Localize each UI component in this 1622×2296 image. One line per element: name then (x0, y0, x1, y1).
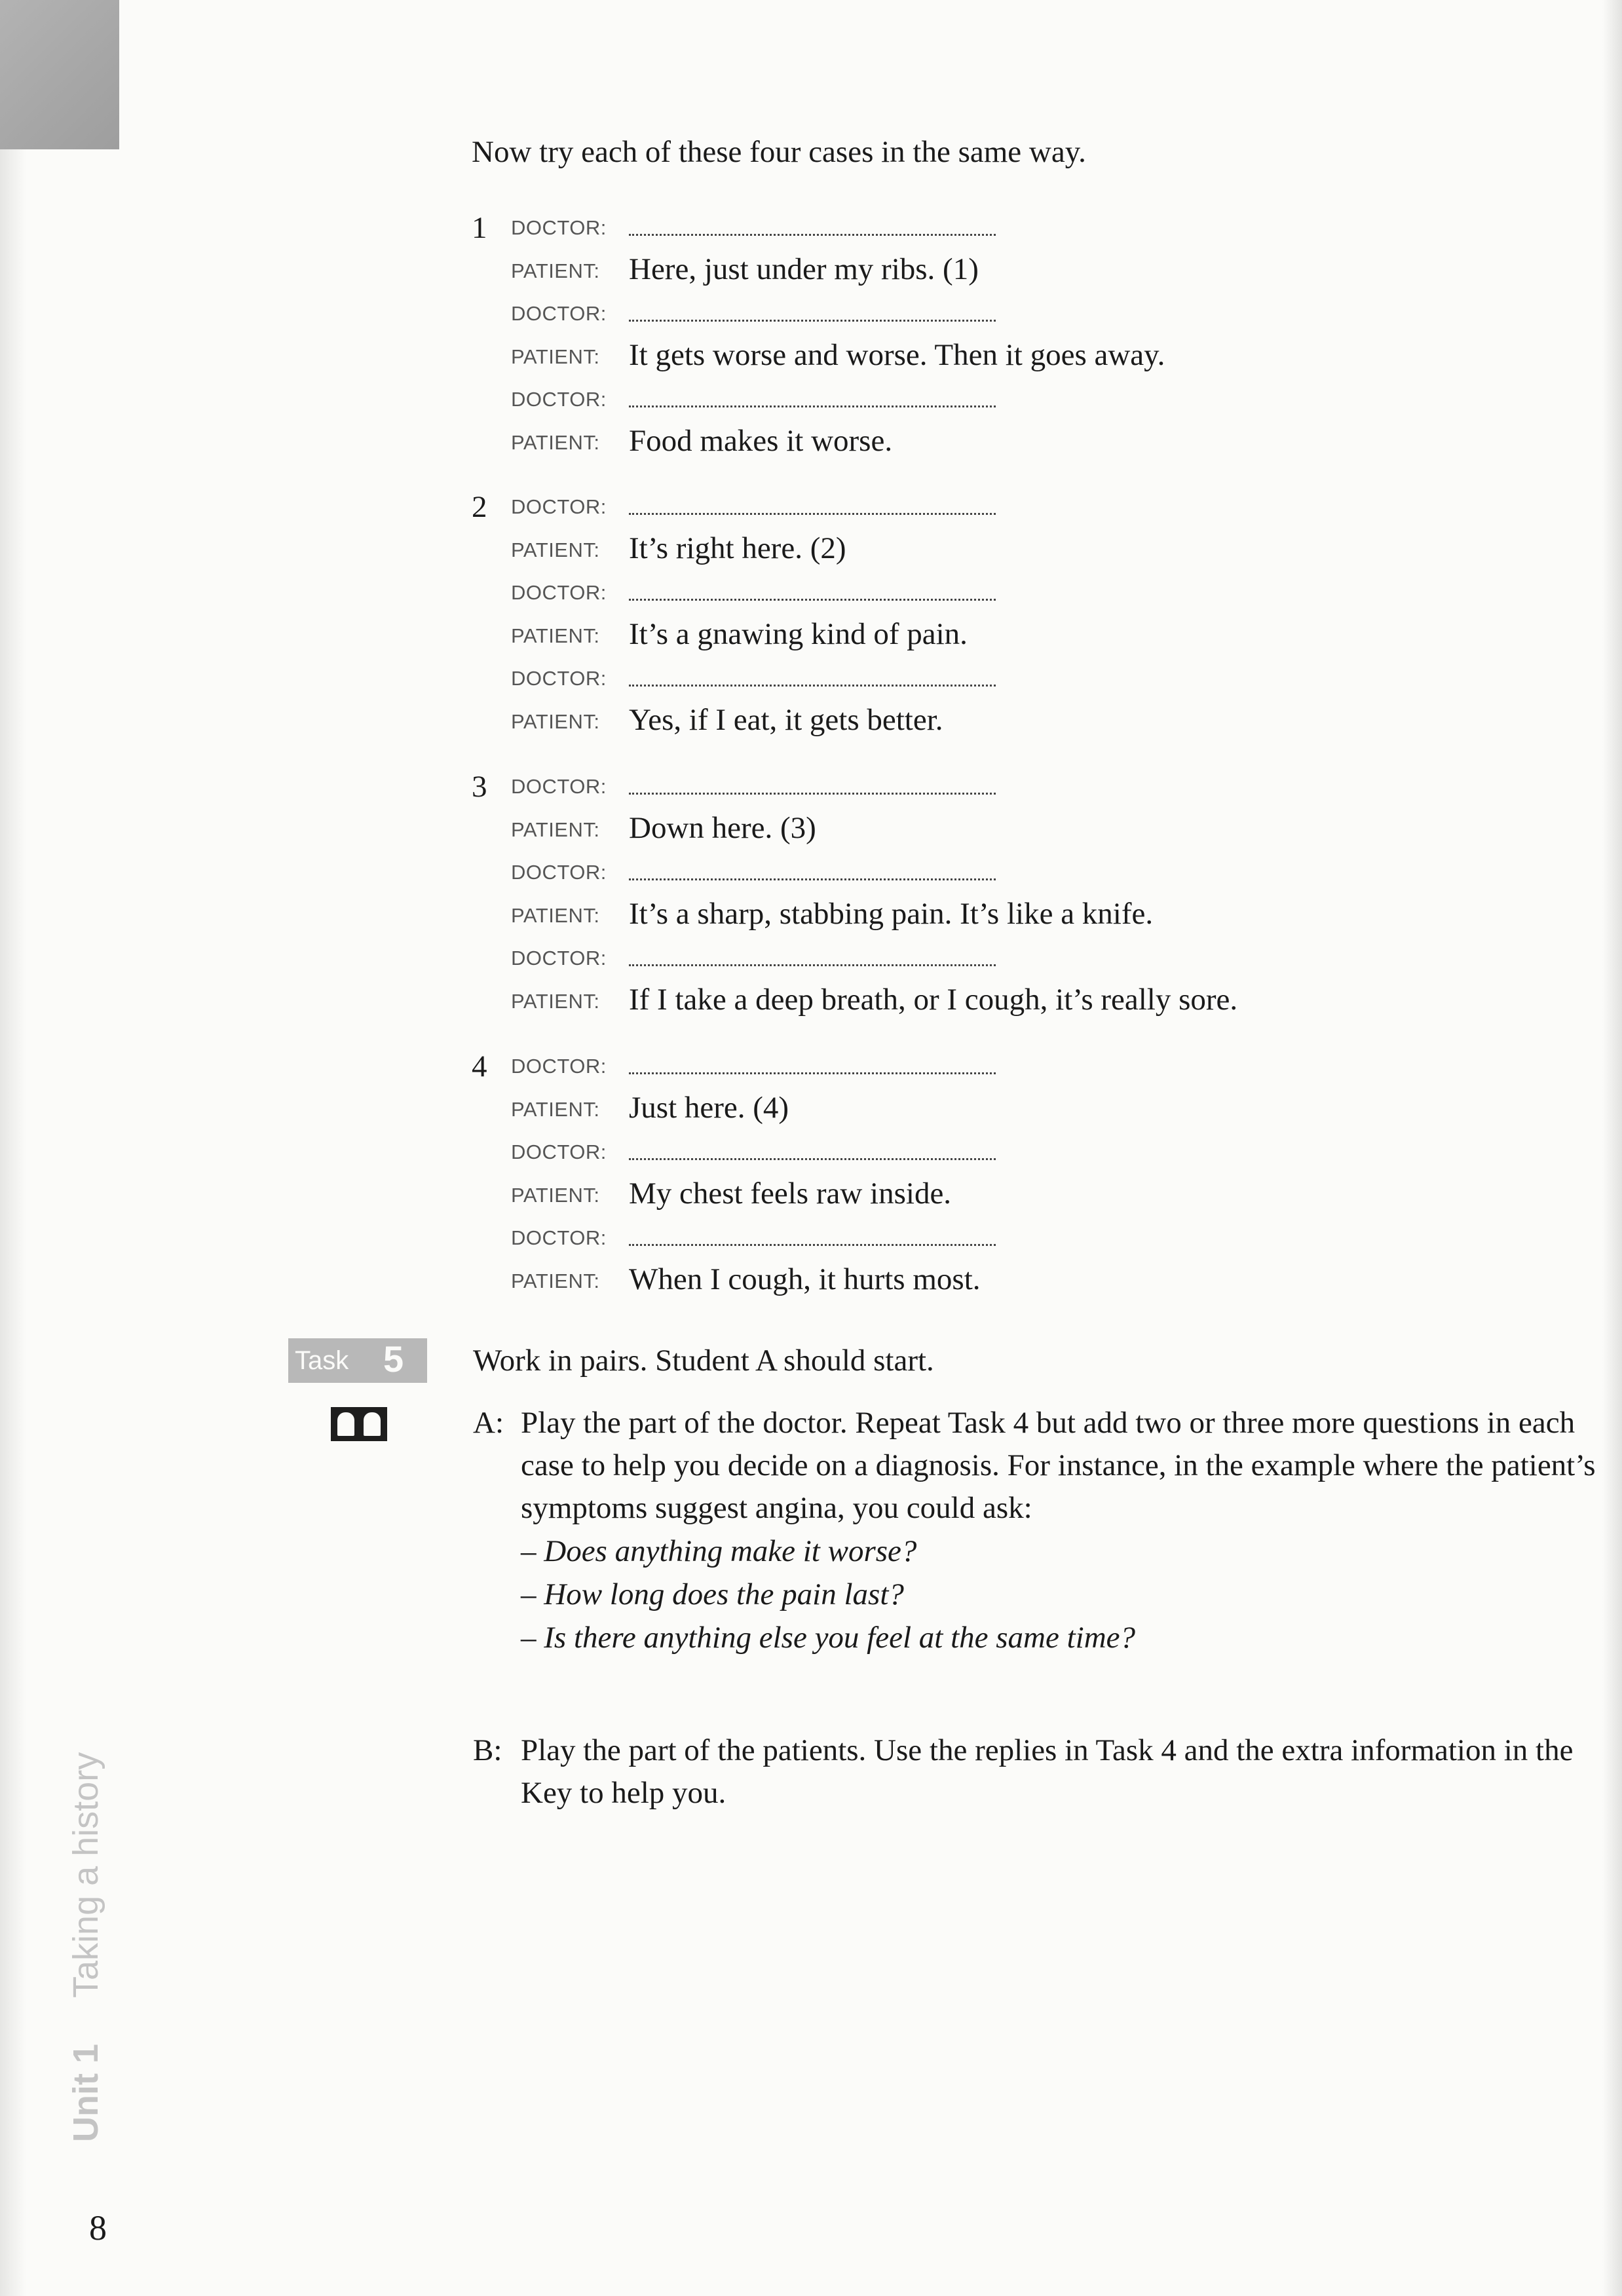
speaker-label: PATIENT: (511, 1269, 600, 1292)
case-number: 1 (472, 211, 487, 245)
answer-blank[interactable] (629, 1244, 996, 1246)
pair-work-icon (331, 1407, 387, 1441)
patient-reply: Just here. (4) (629, 1090, 789, 1125)
answer-blank[interactable] (629, 405, 996, 407)
case-number: 2 (472, 490, 487, 524)
speaker-label: DOCTOR: (511, 388, 607, 411)
question-list (521, 1530, 1600, 1659)
answer-blank[interactable] (629, 793, 996, 795)
answer-blank[interactable] (629, 1158, 996, 1160)
task-label: Task (295, 1346, 349, 1375)
speaker-label: DOCTOR: (511, 775, 607, 798)
answer-blank[interactable] (629, 685, 996, 687)
answer-blank[interactable] (629, 878, 996, 880)
speaker-label: PATIENT: (511, 538, 600, 561)
speaker-label: DOCTOR: (511, 1226, 607, 1249)
answer-blank[interactable] (629, 320, 996, 322)
speaker-label: DOCTOR: (511, 216, 607, 239)
student-a-text: Play the part of the doctor. Repeat Task 4 but add two or three more questions in each case to help you decide on a diagnosis. For instance, in the example where the patient’s symptoms suggest angina, you could ask: (521, 1406, 1596, 1525)
speaker-label: PATIENT: (511, 818, 600, 841)
speaker-label: PATIENT: (511, 345, 600, 368)
student-b-text: Play the part of the patients. Use the replies in Task 4 and the extra information in the Key to help you. (521, 1733, 1574, 1810)
corner-tab (0, 0, 119, 149)
patient-reply: Down here. (3) (629, 810, 816, 845)
question-item: – How long does the pain last? (521, 1577, 904, 1611)
speaker-label: PATIENT: (511, 1097, 600, 1121)
answer-blank[interactable] (629, 964, 996, 966)
task-intro: Work in pairs. Student A should start. (473, 1344, 934, 1378)
speaker-label: PATIENT: (511, 624, 600, 647)
patient-reply: My chest feels raw inside. (629, 1176, 952, 1211)
speaker-label: DOCTOR: (511, 667, 607, 690)
speaker-label: DOCTOR: (511, 1140, 607, 1163)
speaker-label: PATIENT: (511, 1183, 600, 1207)
patient-reply: If I take a deep breath, or I cough, it’s really sore. (629, 982, 1238, 1017)
answer-blank[interactable] (629, 234, 996, 236)
right-page-edge (1602, 0, 1622, 2296)
answer-blank[interactable] (629, 1072, 996, 1074)
patient-reply: Here, just under my ribs. (1) (629, 252, 979, 286)
speaker-label: PATIENT: (511, 903, 600, 927)
left-page-edge (0, 149, 26, 2296)
answer-blank[interactable] (629, 513, 996, 515)
task-number: 5 (383, 1338, 404, 1380)
patient-reply: It’s a gnawing kind of pain. (629, 616, 968, 651)
patient-reply: It’s a sharp, stabbing pain. It’s like a knife. (629, 896, 1154, 931)
running-footer (66, 1752, 106, 2142)
speaker-label: DOCTOR: (511, 947, 607, 969)
page-number: 8 (89, 2208, 107, 2248)
speaker-label: DOCTOR: (511, 302, 607, 325)
patient-reply: When I cough, it hurts most. (629, 1262, 981, 1296)
student-b-instruction (473, 1729, 1600, 1815)
speaker-label: DOCTOR: (511, 495, 607, 518)
case-number: 4 (472, 1049, 487, 1083)
student-a-tag: A: (473, 1406, 504, 1440)
section-title: Taking a history (66, 1752, 105, 1998)
patient-reply: It gets worse and worse. Then it goes away. (629, 337, 1165, 372)
speaker-label: DOCTOR: (511, 861, 607, 884)
patient-reply: Food makes it worse. (629, 423, 893, 458)
speaker-label: PATIENT: (511, 430, 600, 454)
speaker-label: DOCTOR: (511, 1055, 607, 1078)
student-b-tag: B: (473, 1733, 502, 1767)
student-a-instruction (473, 1402, 1600, 1659)
speaker-label: PATIENT: (511, 989, 600, 1013)
speaker-label: PATIENT: (511, 259, 600, 282)
patient-reply: Yes, if I eat, it gets better. (629, 702, 943, 737)
question-item: – Does anything make it worse? (521, 1534, 917, 1568)
question-item: – Is there anything else you feel at the same time? (521, 1621, 1136, 1655)
speaker-label: DOCTOR: (511, 581, 607, 604)
case-number: 3 (472, 770, 487, 804)
unit-label: Unit 1 (66, 2043, 105, 2142)
exercise-instruction: Now try each of these four cases in the same way. (472, 135, 1086, 169)
speaker-label: PATIENT: (511, 709, 600, 733)
patient-reply: It’s right here. (2) (629, 531, 846, 565)
task-badge (288, 1338, 427, 1383)
answer-blank[interactable] (629, 599, 996, 601)
